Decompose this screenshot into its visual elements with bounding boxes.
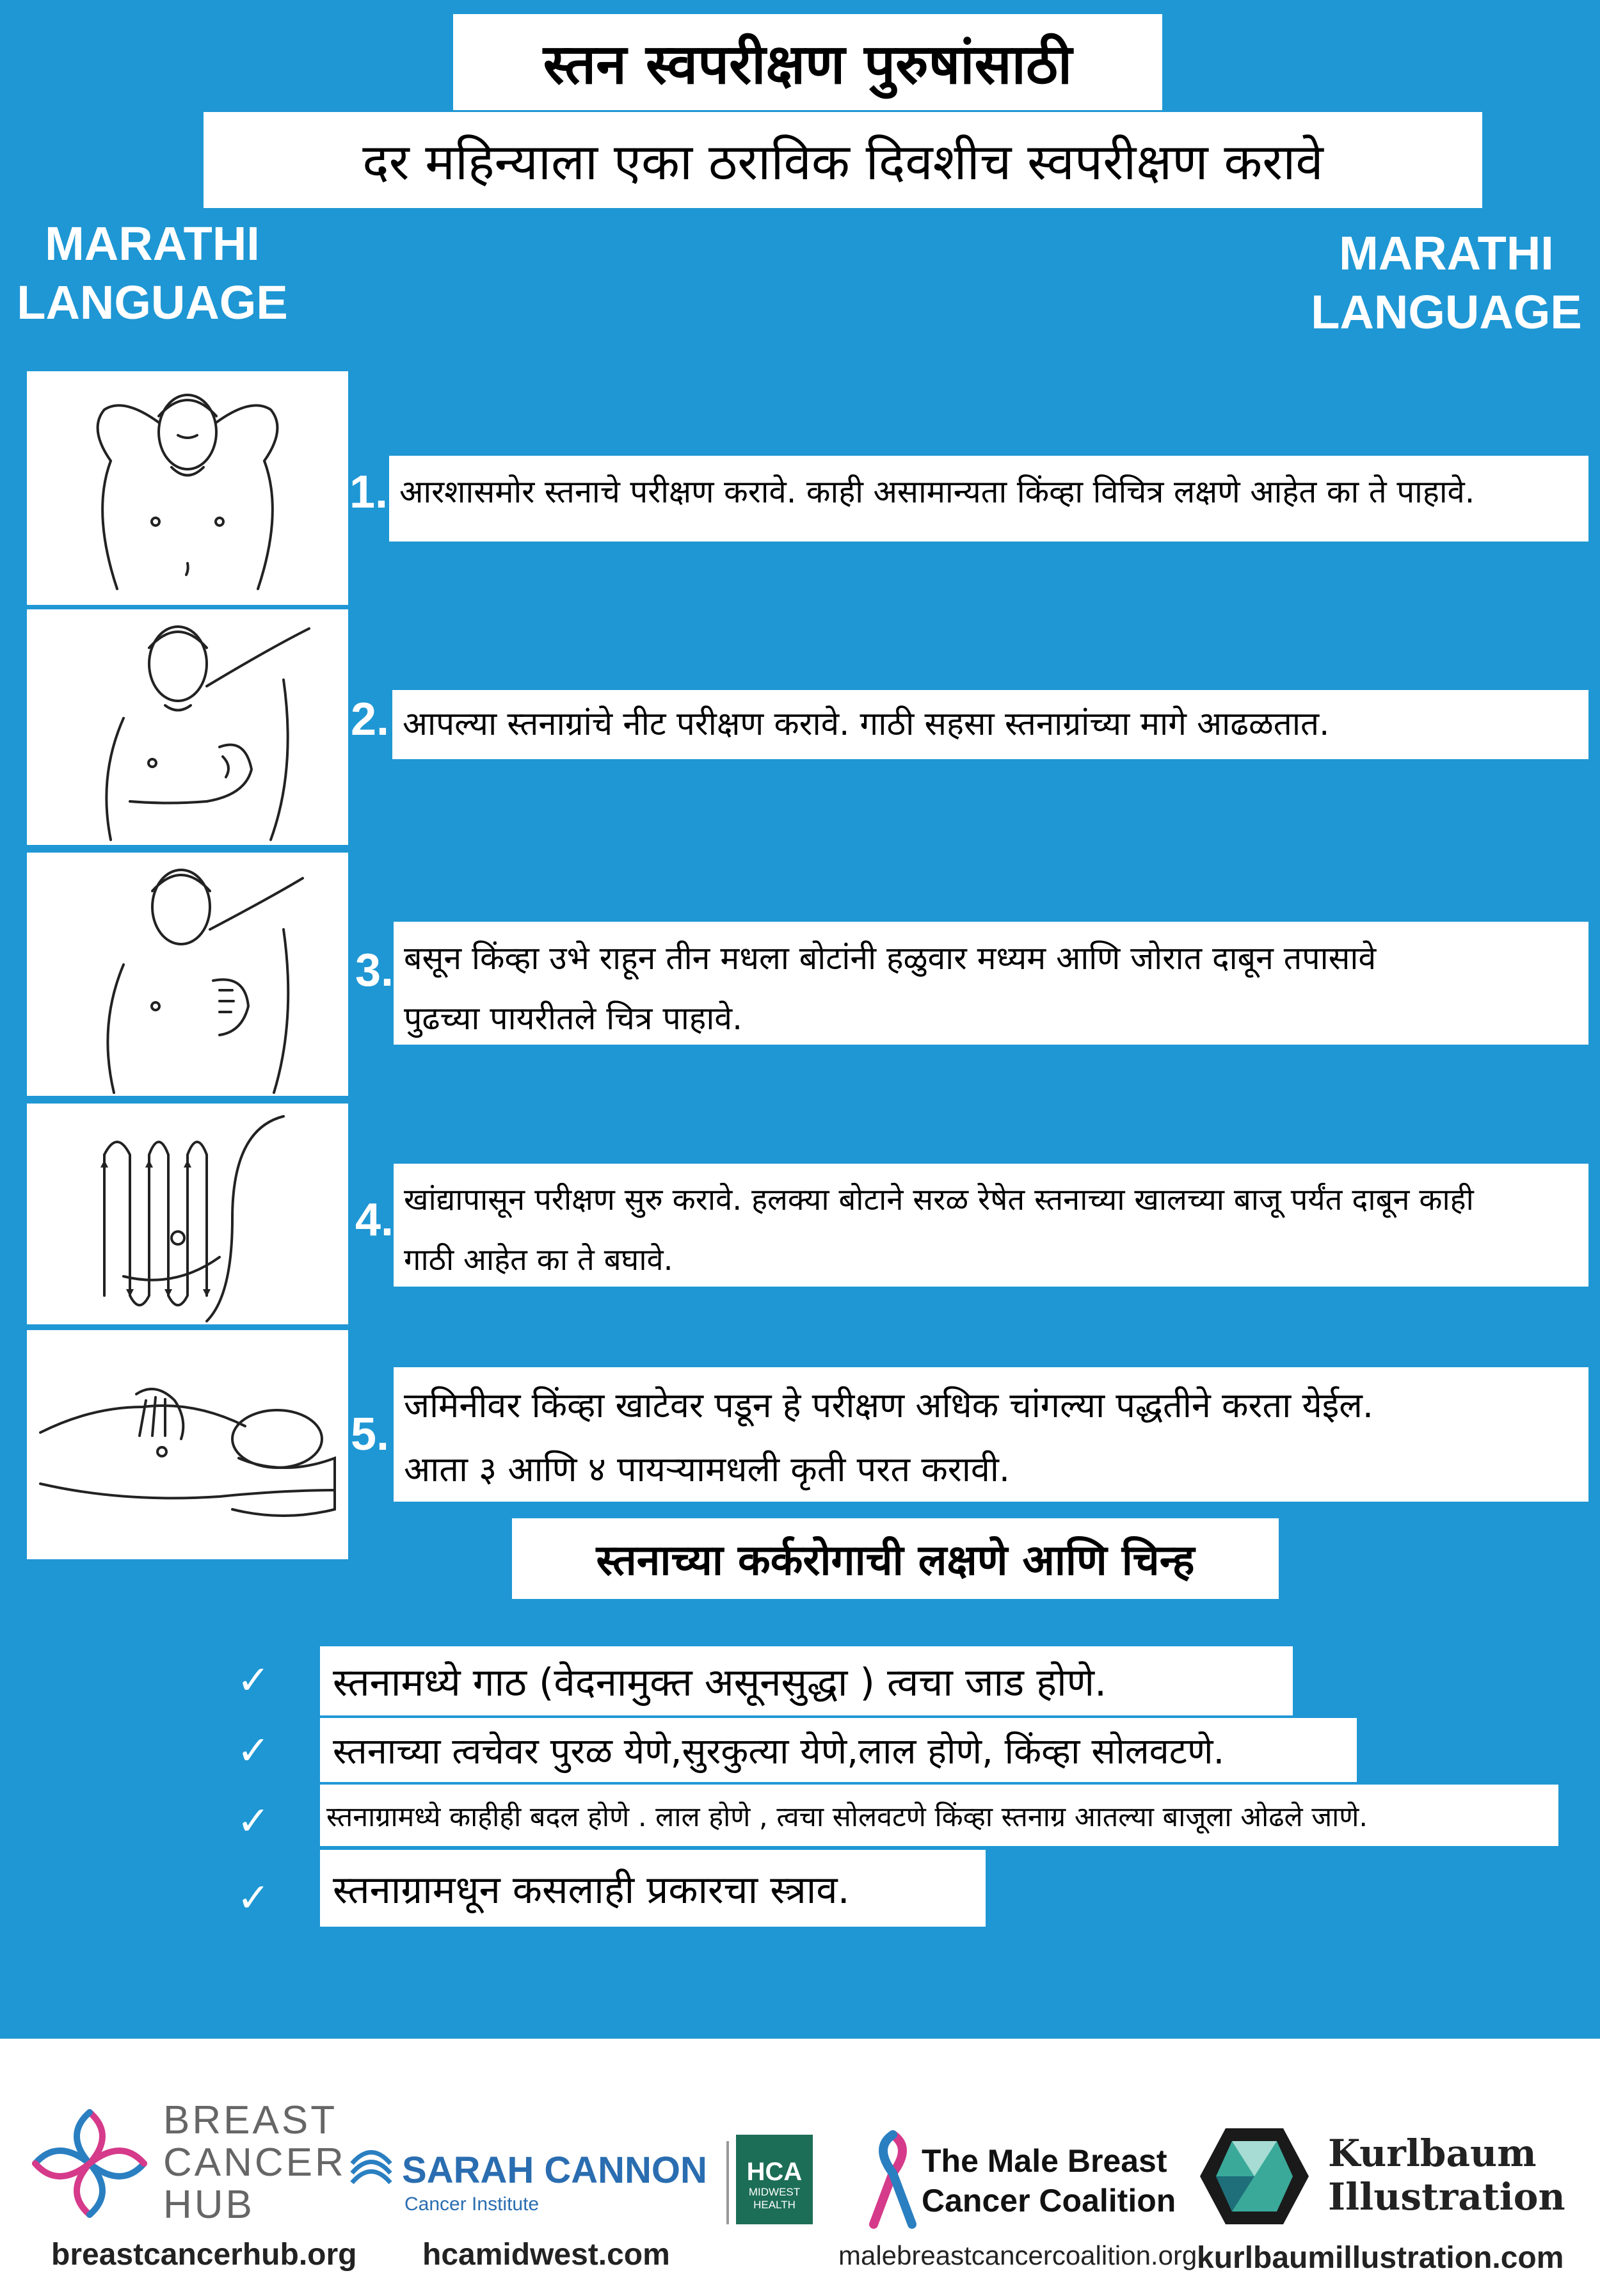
- language-label-right: [1306, 224, 1587, 342]
- kurlbaum-wordmark: [1328, 2131, 1565, 2219]
- mbcc-wordmark: [922, 2141, 1176, 2220]
- page-title: स्तन स्वपरीक्षण पुरुषांसाठी: [453, 14, 1162, 110]
- breast-cancer-hub-wordmark: [163, 2099, 346, 2226]
- sarah-cannon-logo-icon: [346, 2147, 397, 2199]
- bch-line: HUB: [163, 2183, 255, 2227]
- bch-line: CANCER: [163, 2140, 346, 2185]
- man-lying-down-icon: [27, 1330, 348, 1559]
- hca-line: HCA: [746, 2158, 803, 2186]
- step-4-line: गाठी आहेत का ते बघावे.: [404, 1242, 673, 1278]
- man-arms-raised-icon: [27, 371, 348, 605]
- step-2-illustration: [27, 609, 348, 845]
- vertical-strip-pattern-icon: [27, 1104, 348, 1324]
- bch-line: BREAST: [163, 2098, 338, 2142]
- language-label-left-line: MARATHI: [45, 217, 260, 270]
- step-3-number: 3.: [355, 945, 394, 996]
- step-4-line: खांद्यापासून परीक्षण सुरु करावे. हलक्या बोटाने सरळ रेषेत स्तनाच्या खालच्या बाजू पर्यंत दाबून काही: [404, 1182, 1474, 1217]
- footer: [0, 2039, 1600, 2296]
- step-5-number: 5.: [351, 1409, 390, 1460]
- page-subtitle: दर महिन्याला एका ठराविक दिवशीच स्वपरीक्षण करावे: [204, 112, 1482, 208]
- symptoms-heading: स्तनाच्या कर्करोगाची लक्षणे आणि चिन्ह: [512, 1518, 1279, 1599]
- step-5-illustration: [27, 1330, 348, 1559]
- step-3-illustration: [27, 853, 348, 1096]
- hca-logo-icon: [736, 2135, 813, 2224]
- breast-cancer-hub-logo-icon: [26, 2103, 154, 2224]
- step-2-line: आपल्या स्तनाग्रांचे नीट परीक्षण करावे. गाठी सहसा स्तनाग्रांच्या मागे आढळतात.: [403, 705, 1330, 743]
- hca-url[interactable]: hcamidwest.com: [422, 2238, 670, 2272]
- kurlbaum-hexagon-logo-icon: [1197, 2122, 1312, 2231]
- kurlbaum-line: Illustration: [1328, 2175, 1565, 2219]
- kurlbaum-url[interactable]: kurlbaumillustration.com: [1197, 2241, 1564, 2275]
- symptom-item: स्तनाच्या त्वचेवर पुरळ येणे,सुरकुत्या येणे,लाल होणे, किंव्हा सोलवटणे.: [320, 1718, 1357, 1782]
- step-3-text: [394, 922, 1588, 1045]
- mbcc-line: The Male Breast: [922, 2143, 1167, 2179]
- awareness-ribbon-icon: [867, 2128, 918, 2231]
- step-1-line: आरशासमोर स्तनाचे परीक्षण करावे. काही असामान्यता किंव्हा विचित्र लक्षणे आहेत का ते पाहावे.: [399, 474, 1475, 510]
- step-4-number: 4.: [355, 1194, 394, 1246]
- language-label-right-line: MARATHI: [1339, 227, 1554, 280]
- sarah-cannon-name: SARAH CANNON: [402, 2149, 707, 2191]
- language-label-right-line: LANGUAGE: [1311, 285, 1582, 339]
- step-1-illustration: [27, 371, 348, 605]
- check-icon: ✓: [237, 1657, 270, 1703]
- kurlbaum-line: Kurlbaum: [1328, 2131, 1537, 2175]
- check-icon: ✓: [237, 1797, 270, 1844]
- symptom-item: स्तनाग्रामध्ये काहीही बदल होणे . लाल होणे , त्वचा सोलवटणे किंव्हा स्तनाग्र आतल्या बाजूला ओढले जाणे.: [320, 1785, 1558, 1846]
- step-3-line: पुढच्या पायरीतले चित्र पाहावे.: [404, 1000, 742, 1037]
- man-pressing-chest-icon: [27, 853, 348, 1096]
- check-icon: ✓: [237, 1874, 270, 1921]
- step-3-line: बसून किंव्हा उभे राहून तीन मधला बोटांनी हळुवार मध्यम आणि जोरात दाबून तपासावे: [404, 940, 1377, 977]
- check-icon: ✓: [237, 1727, 270, 1774]
- symptom-item: स्तनाग्रामधून कसलाही प्रकारचा स्त्राव.: [320, 1850, 986, 1927]
- step-2-text: [392, 690, 1588, 759]
- symptom-item: स्तनामध्ये गाठ (वेदनामुक्त असूनसुद्धा ) त्वचा जाड होणे.: [320, 1646, 1293, 1715]
- mbcc-line: Cancer Coalition: [922, 2183, 1176, 2219]
- step-2-number: 2.: [351, 694, 390, 745]
- man-checking-nipple-icon: [27, 609, 348, 845]
- language-label-left-line: LANGUAGE: [17, 276, 288, 329]
- step-5-text: [394, 1367, 1588, 1502]
- hca-line: MIDWEST: [748, 2186, 801, 2198]
- sarah-cannon-subtitle: Cancer Institute: [404, 2194, 540, 2215]
- mbcc-url[interactable]: malebreastcancercoalition.org: [838, 2240, 1197, 2270]
- bch-url[interactable]: breastcancerhub.org: [51, 2238, 357, 2272]
- hca-line: HEALTH: [753, 2199, 796, 2211]
- step-4-illustration: [27, 1104, 348, 1324]
- step-5-line: आता ३ आणि ४ पायऱ्यामधली कृती परत करावी.: [404, 1449, 1011, 1489]
- divider: [726, 2141, 729, 2224]
- step-5-line: जमिनीवर किंव्हा खाटेवर पडून हे परीक्षण अधिक चांगल्या पद्धतीने करता येईल.: [404, 1385, 1374, 1425]
- step-4-text: [394, 1164, 1588, 1287]
- language-label-left: [12, 214, 293, 332]
- step-1-text: [389, 456, 1588, 542]
- step-1-number: 1.: [349, 467, 388, 518]
